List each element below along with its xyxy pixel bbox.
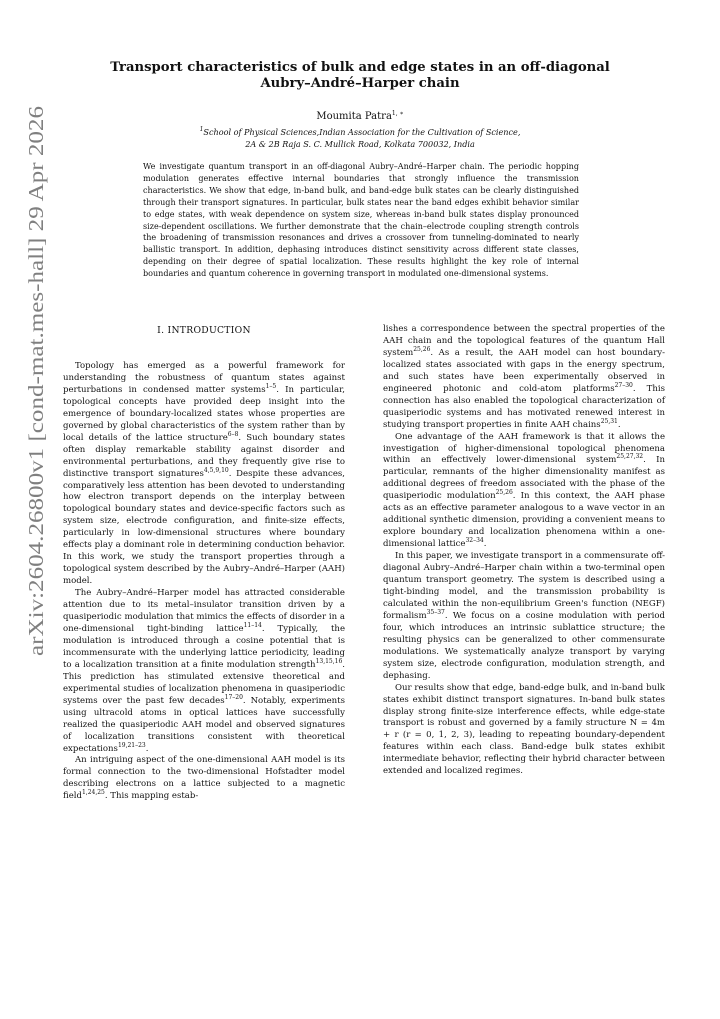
citation-superscript: 25,27,32: [616, 453, 644, 461]
paragraph-text: . This mapping estab-: [104, 791, 199, 802]
affiliation-line-2: 2A & 2B Raja S. C. Mullick Road, Kolkata 700032, India: [245, 139, 475, 149]
title-line-1: Transport characteristics of bulk and edge states in an off-diagonal: [110, 60, 610, 75]
citation-superscript: 17–20: [224, 693, 243, 701]
paragraph-text: . Typically, the modulation is introduced through a cosine potential that is incommensurate with the underlying lattice periodicity, leading to a localization transition at a finite modulation strength: [63, 623, 345, 670]
paragraph-text: .: [483, 539, 487, 550]
paragraph-text: . In particular, remnants of the higher dimensionality manifest as additional degrees of freedom associated with the phase of the quasiperiodic modulation: [383, 455, 665, 502]
citation-superscript: 19,21–23: [117, 741, 146, 749]
paragraph-text: . We focus on a cosine modulation with period four, which introduces an intrinsic sublattice structure; the resulting physics can be generalized to other commensurate modulations. We systematically analyze transport by varying system size, electrode configuration, modulation strength, and dephasing.: [383, 610, 665, 681]
left-column: [63, 325, 345, 803]
title-line-2: Aubry–André–Harper chain: [260, 76, 460, 91]
paragraph: [383, 683, 665, 779]
paragraph-text: . Such boundary states often display remarkable stability against disorder and environmental perturbations, and they frequently give rise to distinctive transport signatures: [63, 432, 345, 479]
author-superscript: 1, ∗: [391, 110, 404, 117]
citation-superscript: 6–8: [227, 430, 239, 438]
right-column: [383, 324, 665, 778]
paragraph: [63, 588, 345, 755]
paragraph: [63, 361, 345, 588]
paragraph-text: . This connection has also enabled the topological characterization of quasiperiodic systems and has motivated renewed interest in studying transport properties in finite AAH chains: [383, 383, 666, 430]
section-heading: I. INTRODUCTION: [157, 325, 251, 336]
paragraph-text: One advantage of the AAH framework is that it allows the investigation of higher-dimensional topological phenomena within an effectively lower-dimensional system: [383, 431, 665, 466]
paragraph: [63, 755, 345, 803]
citation-superscript: 11–14: [243, 621, 262, 629]
paragraph: [383, 432, 665, 552]
paragraph-text: .: [145, 743, 149, 754]
citation-superscript: 1–5: [265, 382, 277, 390]
paper-title: [100, 60, 620, 92]
citation-superscript: 25,26: [413, 345, 431, 353]
affiliation-superscript: 1: [199, 126, 204, 133]
paragraph-text: Our results show that edge, band-edge bulk, and in-band bulk states exhibit distinct transport signatures. In-band bulk states display strong finite-size interference effects, while edge-state transport is robust and governed by a family structure N = 4m + r (r = 0, 1, 2, 3), leading to repeating boundary-dependent features within each class. Band-edge bulk states exhibit intermediate behavior, reflecting their hybrid character between extended and localized regimes.: [383, 682, 665, 777]
paragraph-text: In this paper, we investigate transport in a commensurate off-diagonal Aubry–André–Harper chain within a two-terminal open quantum transport geometry. The system is described using a tight-binding model, and the transmission probability is calculated within the non-equilibrium Green's function (NEGF) formalism: [383, 551, 665, 621]
citation-superscript: 4,5,9,10: [203, 466, 229, 474]
paragraph-text: The Aubry–André–Harper model has attracted considerable attention due to its metal–insulator transition driven by a quasiperiodic modulation that mimics the effects of disorder in a one-dimensional tight-binding lattice: [63, 588, 345, 634]
affiliation-line-1: School of Physical Sciences,Indian Association for the Cultivation of Science,: [203, 127, 521, 137]
paragraph-text: . As a result, the AAH model can host boundary-localized states associated with gaps in the energy spectrum, and such states have been experimentally observed in engineered photonic and cold-atom platforms: [383, 347, 665, 394]
citation-superscript: 25,26: [495, 489, 513, 497]
paragraph-text: .: [617, 419, 621, 430]
paragraph-text: . In this context, the AAH phase acts as an effective parameter analogous to a wave vector in an additional synthetic dimension, providing a convenient means to explore boundary and localization phenomena within a one-dimensional lattice: [383, 491, 665, 550]
paragraph: [383, 324, 665, 432]
paragraph-text: . Notably, experiments using ultracold atoms in optical lattices have successfully realized the quasiperiodic AAH model and observed signatures of localization transitions consistent with theoretical expectations: [63, 695, 345, 754]
citation-superscript: 25,31: [600, 417, 618, 425]
arxiv-identifier: arXiv:2604.26800v1 [cond-mat.mes-hall] 29 Apr 2026: [24, 195, 48, 656]
abstract: We investigate quantum transport in an off-diagonal Aubry–André–Harper chain. The periodic hopping modulation generates effective internal boundaries that strongly influence the transmission characteristics. We show that edge, in-band bulk, and band-edge bulk states can be clearly distinguished through their transport signatures. In particular, bulk states near the band edges exhibit behavior similar to edge states, with weak dependence on system size, whereas in-band bulk states display pronounced size-dependent oscillations. We further demonstrate that the chain–electrode coupling strength controls the broadening of transmission resonances and drives a crossover from tunneling-dominated to nearly ballistic transport. In addition, dephasing introduces distinct sensitivity across different state classes, depending on their degree of spatial localization. These results highlight the key role of internal boundaries and quantum coherence in governing transport in modulated one-dimensional systems.: [143, 162, 579, 279]
paragraph: [383, 551, 665, 682]
citation-superscript: 1,24,25: [81, 789, 105, 797]
paragraph-text: lishes a correspondence between the spectral properties of the AAH chain and the topological features of the quantum Hall system: [383, 324, 665, 358]
paragraph-text: . This prediction has stimulated extensive theoretical and experimental studies of localization phenomena in quasiperiodic systems over the past few decades: [63, 659, 345, 706]
author: [100, 111, 620, 122]
paragraph-text: Topology has emerged as a powerful framework for understanding the robustness of quantum states against perturbations in condensed matter systems: [63, 361, 345, 395]
citation-superscript: 13,15,16: [315, 657, 343, 665]
arxiv-stamp: [4, 100, 56, 660]
affiliation: [100, 126, 620, 150]
citation-superscript: 35–37: [426, 608, 445, 616]
citation-superscript: 27–30: [614, 381, 633, 389]
citation-superscript: 32–34: [465, 537, 484, 545]
paragraph-text: An intriguing aspect of the one-dimensional AAH model is its formal connection to the two-dimensional Hofstadter model describing electrons on a lattice subjected to a magnetic field: [63, 755, 345, 802]
paragraph-text: . In particular, topological concepts have provided deep insight into the emergence of boundary-localized states whose properties are governed by global characteristics of the system rather than by local details of the lattice structure: [63, 384, 345, 443]
author-name: Moumita Patra: [316, 111, 392, 122]
paragraph-text: . Despite these advances, comparatively less attention has been devoted to understanding how electron transport depends on the interplay between topological boundary states and device-specific factors such as system size, electrode configuration, and finite-size effects, particularly in low-dimensional structures where boundary effects play a dominant role in determining conduction behavior. In this work, we study the transport properties through a topological system described by the Aubry–André–Harper (AAH) model.: [63, 468, 346, 587]
